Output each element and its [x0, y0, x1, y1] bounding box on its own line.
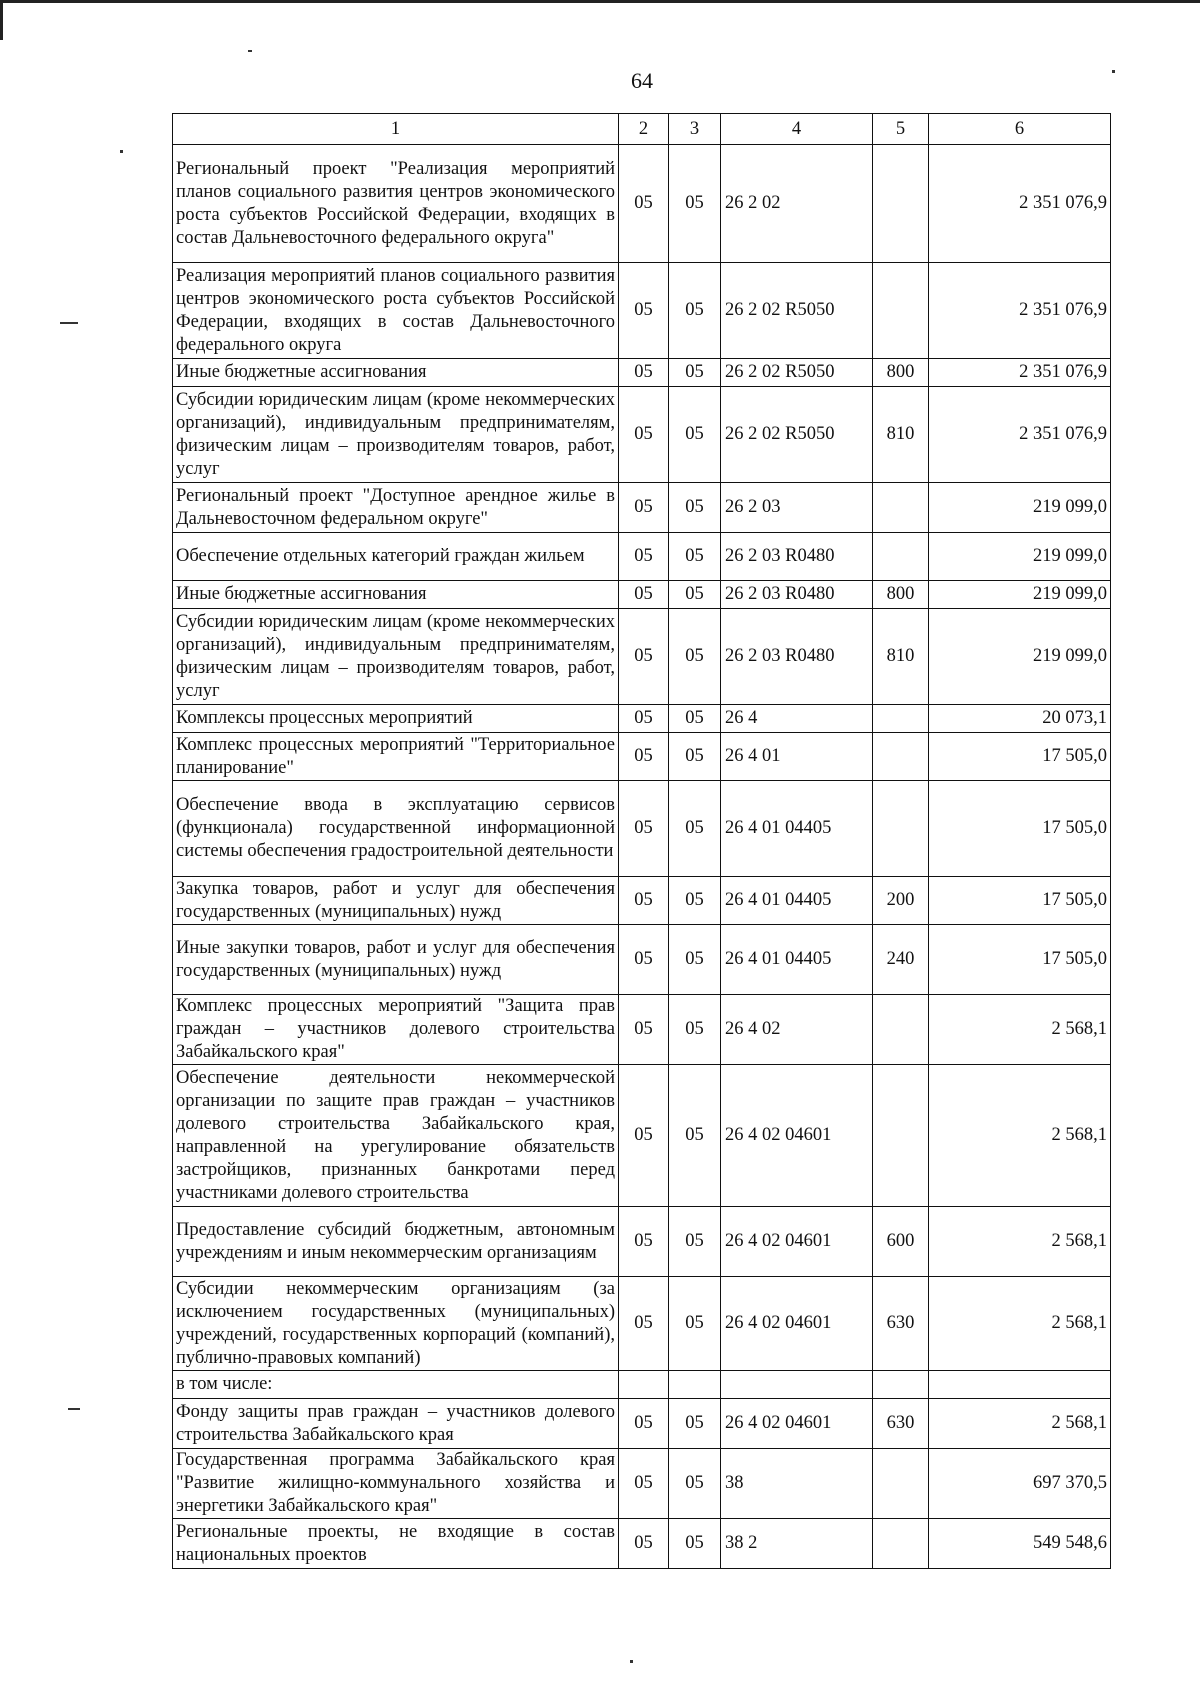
cell-subsection: 05 — [669, 995, 721, 1065]
cell-expense-type: 240 — [873, 925, 929, 995]
header-col-2: 2 — [619, 114, 669, 145]
cell-amount: 219 099,0 — [929, 581, 1111, 609]
cell-amount: 2 568,1 — [929, 995, 1111, 1065]
cell-target-code: 38 — [721, 1449, 873, 1519]
cell-subsection: 05 — [669, 387, 721, 483]
cell-expense-type: 630 — [873, 1399, 929, 1449]
cell-target-code: 26 2 02 R5050 — [721, 359, 873, 387]
cell-expense-type — [873, 705, 929, 733]
cell-amount: 17 505,0 — [929, 733, 1111, 781]
cell-amount: 697 370,5 — [929, 1449, 1111, 1519]
cell-amount: 2 568,1 — [929, 1399, 1111, 1449]
cell-section: 05 — [619, 359, 669, 387]
budget-table — [172, 113, 1111, 1569]
cell-section: 05 — [619, 387, 669, 483]
cell-subsection: 05 — [669, 483, 721, 533]
table-row — [173, 705, 1111, 733]
cell-amount: 2 351 076,9 — [929, 145, 1111, 263]
cell-amount: 17 505,0 — [929, 877, 1111, 925]
cell-name: Иные бюджетные ассигнования — [173, 581, 619, 609]
cell-subsection — [669, 1371, 721, 1399]
table-row — [173, 1207, 1111, 1277]
cell-target-code: 26 4 01 04405 — [721, 781, 873, 877]
scan-speck — [1112, 70, 1115, 73]
table-row — [173, 533, 1111, 581]
cell-name: Обеспечение деятельности некоммерческой организации по защите прав граждан – участников долевого строительства Забайкальского края, направленной на урегулирование обязательств застройщиков, признанных банкротами перед участниками долевого строительства — [173, 1065, 619, 1207]
scan-border-left — [0, 0, 3, 40]
cell-amount: 2 351 076,9 — [929, 359, 1111, 387]
cell-target-code: 26 4 01 04405 — [721, 925, 873, 995]
cell-name: Комплекс процессных мероприятий "Территориальное планирование" — [173, 733, 619, 781]
cell-expense-type — [873, 483, 929, 533]
header-col-4: 4 — [721, 114, 873, 145]
cell-expense-type — [873, 263, 929, 359]
header-col-3: 3 — [669, 114, 721, 145]
cell-subsection: 05 — [669, 705, 721, 733]
cell-target-code: 26 2 03 R0480 — [721, 581, 873, 609]
cell-amount — [929, 1371, 1111, 1399]
table-row — [173, 359, 1111, 387]
cell-amount: 549 548,6 — [929, 1519, 1111, 1569]
cell-amount: 17 505,0 — [929, 781, 1111, 877]
scan-speck — [248, 50, 252, 52]
cell-section: 05 — [619, 263, 669, 359]
cell-amount: 2 568,1 — [929, 1207, 1111, 1277]
cell-name: Региональные проекты, не входящие в состав национальных проектов — [173, 1519, 619, 1569]
table-row — [173, 781, 1111, 877]
cell-expense-type — [873, 1449, 929, 1519]
scan-speck — [120, 150, 123, 153]
cell-subsection: 05 — [669, 1399, 721, 1449]
cell-name: Комплексы процессных мероприятий — [173, 705, 619, 733]
cell-expense-type: 600 — [873, 1207, 929, 1277]
cell-target-code: 38 2 — [721, 1519, 873, 1569]
cell-subsection: 05 — [669, 1065, 721, 1207]
header-col-6: 6 — [929, 114, 1111, 145]
cell-name: Обеспечение ввода в эксплуатацию сервисов (функционала) государственной информационной системы обеспечения градостроительной деятельности — [173, 781, 619, 877]
cell-expense-type — [873, 145, 929, 263]
cell-section: 05 — [619, 581, 669, 609]
cell-subsection: 05 — [669, 1207, 721, 1277]
cell-section: 05 — [619, 1449, 669, 1519]
cell-expense-type — [873, 533, 929, 581]
cell-expense-type: 810 — [873, 387, 929, 483]
cell-name: Региональный проект "Реализация мероприятий планов социального развития центров экономического роста субъектов Российской Федерации, входящих в состав Дальневосточного федерального округа" — [173, 145, 619, 263]
cell-amount: 219 099,0 — [929, 483, 1111, 533]
scan-speck — [68, 1408, 80, 1410]
table-row — [173, 733, 1111, 781]
cell-expense-type — [873, 733, 929, 781]
table-row — [173, 877, 1111, 925]
cell-target-code: 26 4 01 — [721, 733, 873, 781]
cell-target-code: 26 2 03 — [721, 483, 873, 533]
table-row — [173, 1065, 1111, 1207]
table-row — [173, 581, 1111, 609]
cell-subsection: 05 — [669, 263, 721, 359]
cell-amount: 219 099,0 — [929, 533, 1111, 581]
page-number: 64 — [631, 68, 653, 93]
cell-amount: 2 351 076,9 — [929, 263, 1111, 359]
header-col-1: 1 — [173, 114, 619, 145]
cell-section: 05 — [619, 733, 669, 781]
cell-expense-type: 800 — [873, 581, 929, 609]
cell-subsection: 05 — [669, 581, 721, 609]
table-row — [173, 925, 1111, 995]
cell-subsection: 05 — [669, 145, 721, 263]
cell-target-code — [721, 1371, 873, 1399]
cell-section: 05 — [619, 1207, 669, 1277]
scan-speck — [60, 322, 78, 324]
cell-name: Субсидии юридическим лицам (кроме некоммерческих организаций), индивидуальным предпринимателям, физическим лицам – производителям товаров, работ, услуг — [173, 387, 619, 483]
cell-section: 05 — [619, 781, 669, 877]
cell-section: 05 — [619, 1519, 669, 1569]
cell-expense-type: 800 — [873, 359, 929, 387]
cell-section: 05 — [619, 1065, 669, 1207]
cell-expense-type — [873, 1519, 929, 1569]
cell-subsection: 05 — [669, 877, 721, 925]
table-row — [173, 1519, 1111, 1569]
cell-expense-type: 810 — [873, 609, 929, 705]
cell-name: Закупка товаров, работ и услуг для обеспечения государственных (муниципальных) нужд — [173, 877, 619, 925]
cell-target-code: 26 2 02 R5050 — [721, 263, 873, 359]
cell-section — [619, 1371, 669, 1399]
cell-target-code: 26 4 — [721, 705, 873, 733]
cell-subsection: 05 — [669, 533, 721, 581]
cell-name: Фонду защиты прав граждан – участников долевого строительства Забайкальского края — [173, 1399, 619, 1449]
cell-target-code: 26 4 02 04601 — [721, 1277, 873, 1371]
cell-target-code: 26 2 03 R0480 — [721, 533, 873, 581]
cell-subsection: 05 — [669, 609, 721, 705]
table-row — [173, 995, 1111, 1065]
cell-section: 05 — [619, 533, 669, 581]
cell-expense-type — [873, 1371, 929, 1399]
cell-expense-type: 630 — [873, 1277, 929, 1371]
cell-amount: 20 073,1 — [929, 705, 1111, 733]
cell-target-code: 26 4 01 04405 — [721, 877, 873, 925]
cell-section: 05 — [619, 925, 669, 995]
cell-section: 05 — [619, 1277, 669, 1371]
cell-expense-type — [873, 995, 929, 1065]
cell-amount: 2 568,1 — [929, 1277, 1111, 1371]
scan-speck — [630, 1660, 633, 1663]
cell-name: Комплекс процессных мероприятий "Защита прав граждан – участников долевого строительства Забайкальского края" — [173, 995, 619, 1065]
cell-subsection: 05 — [669, 1277, 721, 1371]
cell-amount: 17 505,0 — [929, 925, 1111, 995]
cell-name: в том числе: — [173, 1371, 619, 1399]
cell-expense-type: 200 — [873, 877, 929, 925]
cell-subsection: 05 — [669, 781, 721, 877]
cell-target-code: 26 2 03 R0480 — [721, 609, 873, 705]
table-row — [173, 1399, 1111, 1449]
cell-target-code: 26 2 02 R5050 — [721, 387, 873, 483]
table-row — [173, 609, 1111, 705]
cell-amount: 2 351 076,9 — [929, 387, 1111, 483]
table-row — [173, 1371, 1111, 1399]
cell-name: Иные закупки товаров, работ и услуг для обеспечения государственных (муниципальных) нужд — [173, 925, 619, 995]
cell-subsection: 05 — [669, 1449, 721, 1519]
cell-name: Субсидии некоммерческим организациям (за исключением государственных (муниципальных) учреждений, государственных корпораций (компаний), публично-правовых компаний) — [173, 1277, 619, 1371]
cell-section: 05 — [619, 1399, 669, 1449]
cell-name: Обеспечение отдельных категорий граждан жильем — [173, 533, 619, 581]
cell-name: Иные бюджетные ассигнования — [173, 359, 619, 387]
cell-target-code: 26 4 02 — [721, 995, 873, 1065]
table-row — [173, 145, 1111, 263]
cell-amount: 2 568,1 — [929, 1065, 1111, 1207]
cell-subsection: 05 — [669, 925, 721, 995]
scan-border-top — [0, 0, 1200, 3]
cell-expense-type — [873, 1065, 929, 1207]
table-row — [173, 1277, 1111, 1371]
table-row — [173, 387, 1111, 483]
cell-name: Региональный проект "Доступное арендное жилье в Дальневосточном федеральном округе" — [173, 483, 619, 533]
cell-target-code: 26 4 02 04601 — [721, 1207, 873, 1277]
cell-target-code: 26 4 02 04601 — [721, 1065, 873, 1207]
table-row — [173, 483, 1111, 533]
cell-amount: 219 099,0 — [929, 609, 1111, 705]
cell-section: 05 — [619, 705, 669, 733]
table-row — [173, 1449, 1111, 1519]
cell-name: Предоставление субсидий бюджетным, автономным учреждениям и иным некоммерческим организациям — [173, 1207, 619, 1277]
cell-section: 05 — [619, 145, 669, 263]
cell-target-code: 26 2 02 — [721, 145, 873, 263]
cell-name: Государственная программа Забайкальского края "Развитие жилищно-коммунального хозяйства и энергетики Забайкальского края" — [173, 1449, 619, 1519]
cell-name: Реализация мероприятий планов социального развития центров экономического роста субъектов Российской Федерации, входящих в состав Дальневосточного федерального округа — [173, 263, 619, 359]
cell-section: 05 — [619, 877, 669, 925]
cell-subsection: 05 — [669, 733, 721, 781]
cell-expense-type — [873, 781, 929, 877]
table-header-row — [173, 114, 1111, 145]
cell-name: Субсидии юридическим лицам (кроме некоммерческих организаций), индивидуальным предпринимателям, физическим лицам – производителям товаров, работ, услуг — [173, 609, 619, 705]
cell-section: 05 — [619, 483, 669, 533]
cell-section: 05 — [619, 995, 669, 1065]
cell-section: 05 — [619, 609, 669, 705]
cell-target-code: 26 4 02 04601 — [721, 1399, 873, 1449]
cell-subsection: 05 — [669, 1519, 721, 1569]
table-row — [173, 263, 1111, 359]
cell-subsection: 05 — [669, 359, 721, 387]
header-col-5: 5 — [873, 114, 929, 145]
